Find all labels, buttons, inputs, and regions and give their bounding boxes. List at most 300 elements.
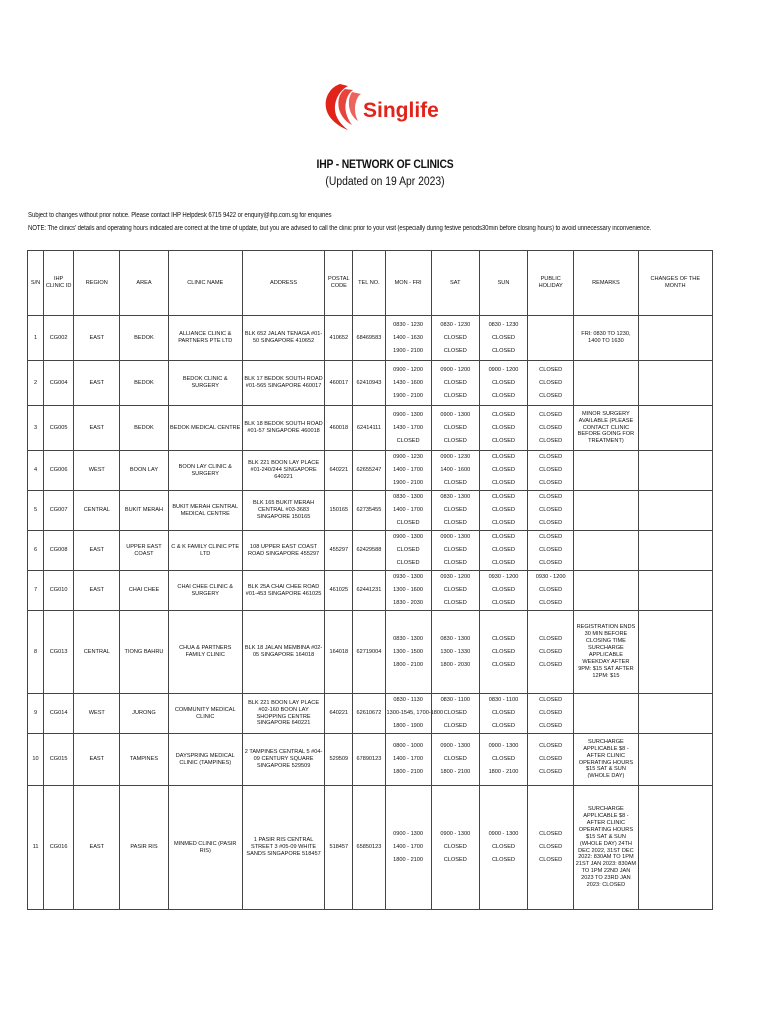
hours-slot: CLOSED — [539, 743, 563, 749]
cell-hours-mf — [385, 406, 431, 451]
hours-slot: CLOSED — [491, 347, 515, 354]
hours-slot: CLOSED — [539, 424, 563, 431]
cell-id: CG002 — [44, 316, 74, 361]
hours-slot: CLOSED — [443, 520, 467, 526]
hours-slot: CLOSED — [443, 756, 467, 762]
cell-region: EAST — [74, 361, 120, 406]
cell-hours-sat — [431, 406, 479, 451]
hours-slot: CLOSED — [443, 587, 467, 593]
cell-sn: 2 — [28, 361, 44, 406]
column-header: PUBLIC HOLIDAY — [528, 251, 574, 316]
column-header: CLINIC NAME — [168, 251, 242, 316]
cell-hours-sat — [431, 491, 479, 531]
cell-remarks: REGISTRATION ENDS 30 MIN BEFORE CLOSING TIME SURCHARGE APPLICABLE WEEKDAY AFTER 9PM: $15 SAT AFTER 12PM: $15 — [574, 611, 638, 694]
hours-slot: CLOSED — [443, 392, 467, 399]
hours-slot: CLOSED — [491, 437, 515, 444]
cell-tel: 62429588 — [353, 531, 385, 571]
cell-changes — [638, 361, 712, 406]
cell-hours-ph — [528, 451, 574, 491]
hours-slot: 1800 - 2100 — [393, 661, 424, 668]
hours-slot — [529, 319, 572, 332]
hours-slot: CLOSED — [443, 437, 467, 444]
table-row — [28, 316, 713, 361]
cell-hours-ph — [528, 491, 574, 531]
cell-name: BEDOK CLINIC & SURGERY — [168, 361, 242, 406]
cell-id: CG014 — [44, 694, 74, 734]
hours-slot: CLOSED — [491, 587, 515, 593]
cell-remarks — [574, 491, 638, 531]
cell-hours-ph — [528, 316, 574, 361]
hours-slot: 1900 - 2100 — [393, 347, 424, 354]
hours-slot: CLOSED — [539, 769, 563, 775]
cell-hours-mf — [385, 361, 431, 406]
hours-slot: 1300 - 1330 — [440, 648, 471, 655]
hours-slot: CLOSED — [539, 857, 563, 863]
hours-slot: 0900 - 1230 — [440, 454, 471, 460]
table-row — [28, 406, 713, 451]
cell-area: BOON LAY — [120, 451, 168, 491]
hours-slot: 0900 - 1230 — [393, 454, 424, 460]
cell-remarks: MINOR SURGERY AVAILABLE (PLEASE CONTACT CLINIC BEFORE GOING FOR TREATMENT) — [574, 406, 638, 451]
cell-hours-ph — [528, 734, 574, 786]
cell-tel: 62719004 — [353, 611, 385, 694]
cell-hours-sun — [479, 531, 527, 571]
hours-slot: CLOSED — [396, 520, 420, 526]
table-row — [28, 694, 713, 734]
table-row — [28, 611, 713, 694]
hours-slot: CLOSED — [491, 392, 515, 399]
table-row — [28, 571, 713, 611]
hours-slot: CLOSED — [491, 661, 515, 668]
hours-slot: CLOSED — [443, 723, 467, 729]
cell-changes — [638, 491, 712, 531]
cell-area: BEDOK — [120, 406, 168, 451]
cell-postal: 640221 — [325, 451, 353, 491]
cell-changes — [638, 316, 712, 361]
cell-postal: 461025 — [325, 571, 353, 611]
hours-slot: 0830 - 1300 — [393, 494, 424, 500]
hours-slot: 0830 - 1300 — [393, 635, 424, 642]
hours-slot: 1400 - 1700 — [393, 844, 424, 850]
cell-hours-mf — [385, 531, 431, 571]
hours-slot: CLOSED — [539, 454, 563, 460]
cell-remarks: FRI: 0830 TO 1230, 1400 TO 1630 — [574, 316, 638, 361]
table-row — [28, 786, 713, 910]
table-row — [28, 361, 713, 406]
hours-slot: CLOSED — [396, 437, 420, 444]
hours-slot: 0800 - 1000 — [393, 743, 424, 749]
cell-address: BLK 18 BEDOK SOUTH ROAD #01-57 SINGAPORE 460018 — [242, 406, 324, 451]
hours-slot: 0830 - 1300 — [440, 635, 471, 642]
cell-changes — [638, 611, 712, 694]
hours-slot: CLOSED — [539, 697, 563, 703]
cell-hours-ph — [528, 694, 574, 734]
cell-postal: 640221 — [325, 694, 353, 734]
hours-slot: CLOSED — [539, 844, 563, 850]
cell-region: CENTRAL — [74, 611, 120, 694]
clinic-table — [27, 250, 713, 910]
cell-area: CHAI CHEE — [120, 571, 168, 611]
hours-slot: CLOSED — [443, 347, 467, 354]
cell-address: BLK 221 BOON LAY PLACE #01-240/244 SINGAPORE 640221 — [242, 451, 324, 491]
hours-slot: 0900 - 1300 — [393, 534, 424, 540]
document-subtitle: (Updated on 19 Apr 2023) — [325, 176, 445, 188]
column-header: TEL NO. — [353, 251, 385, 316]
hours-slot: CLOSED — [539, 587, 563, 593]
hours-slot: 1400 - 1600 — [440, 467, 471, 473]
cell-sn: 9 — [28, 694, 44, 734]
cell-hours-sat — [431, 611, 479, 694]
cell-tel: 62655247 — [353, 451, 385, 491]
cell-hours-mf — [385, 694, 444, 734]
cell-postal: 518457 — [325, 786, 353, 910]
cell-hours-sun — [479, 571, 527, 611]
hours-slot: CLOSED — [491, 648, 515, 655]
hours-slot: 1430 - 1700 — [393, 424, 424, 431]
hours-slot: 0900 - 1300 — [440, 743, 471, 749]
hours-slot: CLOSED — [539, 560, 563, 566]
cell-area: TIONG BAHRU — [120, 611, 168, 694]
hours-slot: CLOSED — [539, 600, 563, 606]
cell-hours-mf — [385, 571, 431, 611]
cell-id: CG016 — [44, 786, 74, 910]
cell-changes — [638, 571, 712, 611]
cell-area: BEDOK — [120, 361, 168, 406]
cell-name: BUKIT MERAH CENTRAL MEDICAL CENTRE — [168, 491, 242, 531]
hours-slot: CLOSED — [443, 547, 467, 553]
cell-hours-sat — [431, 571, 479, 611]
hours-slot: CLOSED — [443, 560, 467, 566]
hours-slot: CLOSED — [491, 844, 515, 850]
hours-slot: CLOSED — [443, 710, 467, 716]
cell-hours-ph — [528, 611, 574, 694]
cell-tel: 68469583 — [353, 316, 385, 361]
column-header: IHP CLINIC ID — [44, 251, 74, 316]
cell-postal: 410652 — [325, 316, 353, 361]
hours-slot: 0830 - 1230 — [393, 321, 424, 328]
hours-slot: 0830 - 1230 — [488, 321, 519, 328]
cell-region: WEST — [74, 451, 120, 491]
cell-name: BOON LAY CLINIC & SURGERY — [168, 451, 242, 491]
cell-tel: 62410943 — [353, 361, 385, 406]
column-header: CHANGES OF THE MONTH — [638, 251, 712, 316]
cell-hours-sun — [479, 406, 527, 451]
hours-slot: CLOSED — [491, 507, 515, 513]
hours-slot: 1400 - 1630 — [393, 334, 424, 341]
cell-tel: 62735455 — [353, 491, 385, 531]
column-header: REMARKS — [574, 251, 638, 316]
hours-slot: 0900 - 1300 — [393, 411, 424, 418]
cell-area: TAMPINES — [120, 734, 168, 786]
cell-name: COMMUNITY MEDICAL CLINIC — [168, 694, 242, 734]
cell-tel: 67890123 — [353, 734, 385, 786]
hours-slot: CLOSED — [539, 831, 563, 837]
cell-region: EAST — [74, 786, 120, 910]
hours-slot: CLOSED — [443, 334, 467, 341]
hours-slot: CLOSED — [539, 467, 563, 473]
cell-id: CG010 — [44, 571, 74, 611]
hours-slot: 0930 - 1200 — [488, 574, 519, 580]
cell-tel: 62441231 — [353, 571, 385, 611]
cell-hours-ph — [528, 531, 574, 571]
hours-slot: CLOSED — [539, 648, 563, 655]
column-header: REGION — [74, 251, 120, 316]
hours-slot: CLOSED — [491, 857, 515, 863]
cell-remarks: SURCHARGE APPLICABLE $8 - AFTER CLINIC OPERATING HOURS $15 SAT & SUN (WHOLE DAY) 24TH DEC 2022, 31ST DEC 2022: 830AM TO 1PM 21ST JAN 2023: 830AM TO 1PM 22ND JAN 2023 TO 23RD JAN 2023: CLOSED — [574, 786, 638, 910]
hours-slot: 0830 - 1230 — [440, 321, 471, 328]
cell-hours-mf — [385, 451, 431, 491]
cell-id: CG015 — [44, 734, 74, 786]
hours-slot: 1300 - 1600 — [393, 587, 424, 593]
hours-slot: CLOSED — [491, 379, 515, 386]
cell-postal: 150165 — [325, 491, 353, 531]
hours-slot: CLOSED — [491, 635, 515, 642]
cell-tel: 62414111 — [353, 406, 385, 451]
hours-slot: 1400 - 1700 — [393, 756, 424, 762]
hours-slot: 0830 - 1130 — [393, 697, 423, 703]
hours-slot: CLOSED — [491, 600, 515, 606]
cell-hours-sun — [479, 491, 527, 531]
hours-slot: CLOSED — [539, 534, 563, 540]
cell-remarks — [574, 571, 638, 611]
hours-slot: CLOSED — [443, 844, 467, 850]
hours-slot: CLOSED — [443, 480, 467, 486]
hours-slot: 0830 - 1300 — [440, 494, 471, 500]
hours-slot: CLOSED — [491, 467, 515, 473]
cell-remarks — [574, 694, 638, 734]
hours-slot: CLOSED — [491, 547, 515, 553]
hours-slot: 0900 - 1300 — [393, 831, 424, 837]
hours-slot — [529, 345, 572, 358]
cell-region: EAST — [74, 406, 120, 451]
hours-slot: CLOSED — [443, 857, 467, 863]
cell-sn: 5 — [28, 491, 44, 531]
hours-slot: CLOSED — [539, 411, 563, 418]
hours-slot: 0900 - 1200 — [393, 366, 424, 373]
hours-slot: CLOSED — [539, 379, 563, 386]
hours-slot: CLOSED — [539, 392, 563, 399]
hours-slot: CLOSED — [539, 480, 563, 486]
cell-hours-sat — [431, 361, 479, 406]
cell-hours-sat — [431, 786, 479, 910]
cell-changes — [638, 406, 712, 451]
hours-slot: CLOSED — [539, 547, 563, 553]
hours-slot: CLOSED — [491, 723, 515, 729]
hours-slot: CLOSED — [491, 534, 515, 540]
column-header: S/N — [28, 251, 44, 316]
hours-slot: 0900 - 1300 — [440, 534, 471, 540]
cell-region: EAST — [74, 316, 120, 361]
cell-postal: 455297 — [325, 531, 353, 571]
cell-hours-sun — [479, 361, 527, 406]
hours-slot: CLOSED — [443, 379, 467, 386]
cell-hours-mf — [385, 786, 431, 910]
cell-hours-ph — [528, 361, 574, 406]
cell-id: CG008 — [44, 531, 74, 571]
cell-hours-ph — [528, 571, 574, 611]
cell-changes — [638, 531, 712, 571]
hours-slot: CLOSED — [539, 494, 563, 500]
cell-address: BLK 221 BOON LAY PLACE #02-160 BOON LAY SHOPPING CENTRE SINGAPORE 640221 — [242, 694, 324, 734]
cell-area: JURONG — [120, 694, 168, 734]
hours-slot: 0900 - 1300 — [488, 831, 519, 837]
column-header: ADDRESS — [242, 251, 324, 316]
cell-remarks — [574, 531, 638, 571]
cell-area: PASIR RIS — [120, 786, 168, 910]
cell-sn: 11 — [28, 786, 44, 910]
cell-hours-mf — [385, 316, 431, 361]
cell-postal: 460017 — [325, 361, 353, 406]
table-header-row — [28, 251, 713, 316]
hours-slot: 1800 - 2100 — [393, 857, 424, 863]
column-header: AREA — [120, 251, 168, 316]
hours-slot: CLOSED — [491, 424, 515, 431]
cell-changes — [638, 694, 712, 734]
hours-slot: 0830 - 1100 — [440, 697, 471, 703]
hours-slot: CLOSED — [491, 756, 515, 762]
hours-slot: 1900 - 2100 — [393, 392, 424, 399]
cell-id: CG004 — [44, 361, 74, 406]
cell-name: C & K FAMILY CLINIC PTE LTD — [168, 531, 242, 571]
hours-slot: CLOSED — [443, 424, 467, 431]
cell-hours-ph — [528, 786, 574, 910]
cell-hours-sat — [431, 316, 479, 361]
cell-region: EAST — [74, 531, 120, 571]
cell-id: CG006 — [44, 451, 74, 491]
cell-sn: 6 — [28, 531, 44, 571]
hours-slot: 1800 - 2100 — [393, 769, 424, 775]
table-row — [28, 734, 713, 786]
cell-name: CHUA & PARTNERS FAMILY CLINIC — [168, 611, 242, 694]
cell-address: BLK 25A CHAI CHEE ROAD #01-453 SINGAPORE 461025 — [242, 571, 324, 611]
hours-slot: CLOSED — [443, 507, 467, 513]
svg-text:Singlife: Singlife — [363, 99, 439, 122]
hours-slot: CLOSED — [539, 507, 563, 513]
hours-slot: 0830 - 1100 — [488, 697, 519, 703]
cell-hours-sat — [431, 451, 479, 491]
cell-sn: 8 — [28, 611, 44, 694]
hours-slot: 1800 - 1900 — [393, 723, 424, 729]
cell-region: WEST — [74, 694, 120, 734]
hours-slot — [529, 332, 572, 345]
hours-slot: CLOSED — [491, 520, 515, 526]
hours-slot: 0900 - 1300 — [440, 831, 471, 837]
hours-slot: CLOSED — [539, 635, 563, 642]
hours-slot: 0900 - 1200 — [440, 366, 471, 373]
cell-changes — [638, 734, 712, 786]
cell-hours-mf — [385, 491, 431, 531]
cell-tel: 65850123 — [353, 786, 385, 910]
hours-slot: CLOSED — [539, 366, 563, 373]
cell-hours-sun — [479, 786, 527, 910]
hours-slot: 1800 - 2100 — [488, 769, 519, 775]
column-header: MON - FRI — [385, 251, 431, 316]
cell-hours-sun — [479, 316, 527, 361]
cell-sn: 1 — [28, 316, 44, 361]
cell-tel: 62610672 — [353, 694, 385, 734]
enquiry-note: Subject to changes without prior notice. Please contact IHP Helpdesk 6715 9422 or enquiry@ihp.com.sg for enquiries — [28, 212, 332, 219]
table-row — [28, 531, 713, 571]
cell-name: CHAI CHEE CLINIC & SURGERY — [168, 571, 242, 611]
hours-slot: 1300-1545, 1700-1800 — [386, 710, 444, 716]
hours-slot: 0900 - 1200 — [488, 366, 519, 373]
hours-slot: CLOSED — [491, 334, 515, 341]
hours-slot: CLOSED — [491, 480, 515, 486]
cell-address: BLK 17 BEDOK SOUTH ROAD #01-565 SINGAPORE 460017 — [242, 361, 324, 406]
hours-slot: 0930 - 1300 — [393, 574, 424, 580]
hours-slot: CLOSED — [396, 560, 420, 566]
hours-slot: 0930 - 1200 — [535, 574, 566, 580]
table-row — [28, 451, 713, 491]
cell-postal: 529509 — [325, 734, 353, 786]
hours-slot: CLOSED — [443, 600, 467, 606]
cell-sn: 4 — [28, 451, 44, 491]
disclaimer-note: NOTE: The clinics' details and operating hours indicated are correct at the time of update, but you are advised to call the clinic prior to your visit (especially during festive periods30min before closing hours) to avoid unnecessary inconvenience. — [28, 225, 652, 232]
cell-name: DAYSPRING MEDICAL CLINIC (TAMPINES) — [168, 734, 242, 786]
cell-address: BLK 652 JALAN TENAGA #01-50 SINGAPORE 410652 — [242, 316, 324, 361]
cell-hours-sun — [479, 734, 527, 786]
hours-slot: 1400 - 1700 — [393, 467, 424, 473]
cell-address: 108 UPPER EAST COAST ROAD SINGAPORE 455297 — [242, 531, 324, 571]
cell-id: CG005 — [44, 406, 74, 451]
cell-hours-sat — [431, 531, 479, 571]
cell-name: MINMED CLINIC (PASIR RIS) — [168, 786, 242, 910]
column-header: POSTAL CODE — [325, 251, 353, 316]
cell-address: BLK 18 JALAN MEMBINA #02-05 SINGAPORE 164018 — [242, 611, 324, 694]
table-row — [28, 491, 713, 531]
cell-id: CG013 — [44, 611, 74, 694]
hours-slot: CLOSED — [539, 710, 563, 716]
hours-slot: 1800 - 2030 — [440, 661, 471, 668]
cell-sn: 3 — [28, 406, 44, 451]
hours-slot: CLOSED — [491, 494, 515, 500]
cell-address: 1 PASIR RIS CENTRAL STREET 3 #05-09 WHITE SANDS SINGAPORE 518457 — [242, 786, 324, 910]
hours-slot: CLOSED — [491, 560, 515, 566]
hours-slot: 1430 - 1600 — [393, 379, 424, 386]
cell-hours-ph — [528, 406, 574, 451]
cell-name: BEDOK MEDICAL CENTRE — [168, 406, 242, 451]
cell-hours-sat — [431, 734, 479, 786]
hours-slot: CLOSED — [491, 411, 515, 418]
cell-hours-mf — [385, 611, 431, 694]
cell-changes — [638, 451, 712, 491]
cell-address: BLK 165 BUKIT MERAH CENTRAL #03-3683 SINGAPORE 150165 — [242, 491, 324, 531]
hours-slot: CLOSED — [491, 454, 515, 460]
cell-region: CENTRAL — [74, 491, 120, 531]
cell-name: ALLIANCE CLINIC & PARTNERS PTE LTD — [168, 316, 242, 361]
cell-hours-sun — [479, 694, 527, 734]
hours-slot: CLOSED — [539, 661, 563, 668]
hours-slot: CLOSED — [539, 437, 563, 444]
cell-area: BUKIT MERAH — [120, 491, 168, 531]
cell-changes — [638, 786, 712, 910]
cell-postal: 164018 — [325, 611, 353, 694]
cell-hours-mf — [385, 734, 431, 786]
singlife-logo — [318, 80, 439, 136]
hours-slot: 1830 - 2030 — [393, 600, 424, 606]
hours-slot: CLOSED — [539, 520, 563, 526]
column-header: SUN — [479, 251, 527, 316]
hours-slot: 0930 - 1200 — [440, 574, 471, 580]
hours-slot: 0900 - 1300 — [440, 411, 471, 418]
hours-slot: 1900 - 2100 — [393, 480, 424, 486]
cell-remarks — [574, 451, 638, 491]
cell-region: EAST — [74, 571, 120, 611]
cell-address: 2 TAMPINES CENTRAL 5 #04-09 CENTURY SQUARE SINGAPORE 529509 — [242, 734, 324, 786]
cell-region: EAST — [74, 734, 120, 786]
cell-sn: 7 — [28, 571, 44, 611]
cell-hours-sun — [479, 611, 527, 694]
